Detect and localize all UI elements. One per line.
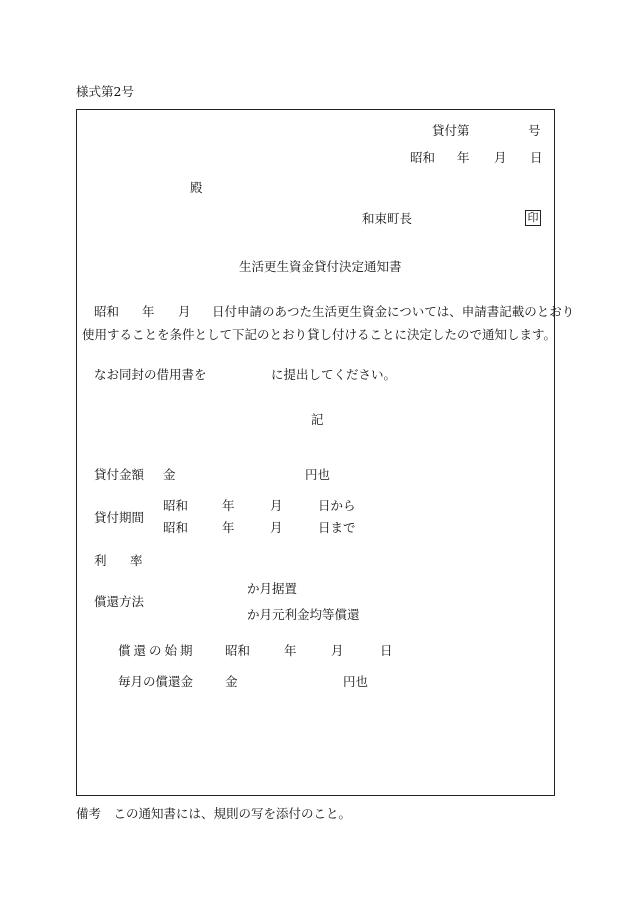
repayment-grace: か月据置 (247, 581, 298, 596)
monthly-prefix: 金 (225, 674, 238, 689)
period-to-year: 年 (222, 520, 235, 535)
date-year: 年 (457, 150, 470, 165)
repayment-equal: か月元利金均等償還 (247, 607, 360, 622)
submit-suffix: に提出してください。 (271, 367, 397, 382)
monthly-label: 毎月の償還金 (118, 674, 194, 689)
body-line-2: 使用することを条件として下記のとおり貸し付けることに決定したので通知します。 (82, 327, 557, 342)
form-frame (76, 109, 555, 796)
body-era: 昭和 (94, 304, 120, 319)
document-title: 生活更生資金貸付決定通知書 (239, 259, 402, 274)
addressee-honorific: 殿 (190, 180, 203, 195)
submit-prefix: なお同封の借用書を (94, 367, 207, 382)
period-from-month: 月 (270, 498, 283, 513)
start-year: 年 (284, 643, 297, 658)
repayment-label: 償還方法 (94, 594, 145, 609)
body-month: 月 (178, 304, 191, 319)
date-day: 日 (530, 150, 543, 165)
start-label: 償還の始期 (118, 643, 196, 658)
loan-number-suffix: 号 (528, 123, 541, 138)
start-era: 昭和 (225, 643, 251, 658)
date-era: 昭和 (410, 150, 436, 165)
period-to-era: 昭和 (163, 520, 189, 535)
loan-number-label: 貸付第 (432, 123, 470, 138)
issuer-name: 和束町長 (362, 211, 413, 226)
amount-prefix: 金 (163, 467, 176, 482)
amount-label: 貸付金額 (94, 467, 145, 482)
form-number: 様式第2号 (76, 84, 134, 99)
remarks: 備考 この通知書には、規則の写を添付のこと。 (76, 806, 352, 821)
monthly-suffix: 円也 (343, 674, 369, 689)
start-day: 日 (380, 643, 393, 658)
rate-label-2: 率 (130, 553, 143, 568)
start-month: 月 (331, 643, 344, 658)
period-to-month: 月 (270, 520, 283, 535)
ki-heading: 記 (311, 412, 324, 427)
body-line-1: 日付申請のあつた生活更生資金については、申請書記載のとおり (212, 304, 575, 319)
amount-suffix: 円也 (305, 467, 331, 482)
period-from-year: 年 (222, 498, 235, 513)
period-label: 貸付期間 (94, 510, 145, 525)
rate-label-1: 利 (94, 553, 107, 568)
date-month: 月 (494, 150, 507, 165)
period-from-era: 昭和 (163, 498, 189, 513)
body-year: 年 (142, 304, 155, 319)
period-from-day: 日から (318, 498, 356, 513)
seal-mark: 印 (525, 210, 541, 226)
period-to-day: 日まで (318, 520, 356, 535)
